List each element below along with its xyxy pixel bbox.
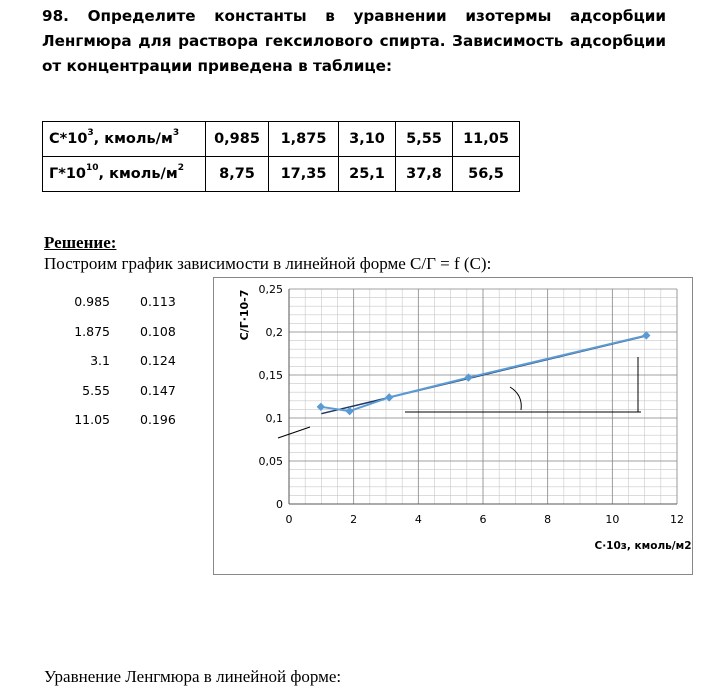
table-cell: 5,55 bbox=[396, 122, 453, 157]
x-tick-label: 12 bbox=[670, 513, 684, 526]
x-tick-label: 2 bbox=[350, 513, 358, 526]
x-tick-label: 8 bbox=[544, 513, 552, 526]
calc-c-value: 1.875 bbox=[74, 323, 110, 339]
x-axis-label: С·10з, кмоль/м2 bbox=[594, 540, 692, 552]
table-row-adsorption bbox=[43, 157, 520, 192]
row-header-concentration: $С*10^3$, кмоль/$м^3$ bbox=[43, 122, 206, 157]
table-cell: 17,35 bbox=[269, 157, 339, 192]
x-tick-label: 0 bbox=[285, 513, 293, 526]
calc-ratio-value: 0.124 bbox=[140, 353, 176, 368]
table-cell: 56,5 bbox=[453, 157, 520, 192]
table-row-concentration bbox=[43, 122, 520, 157]
table-cell: 8,75 bbox=[206, 157, 269, 192]
task-number: 98. bbox=[42, 7, 69, 25]
table-cell: 3,10 bbox=[339, 122, 396, 157]
table-cell: 37,8 bbox=[396, 157, 453, 192]
y-tick-label: 0,05 bbox=[258, 455, 283, 468]
y-axis-label: С/Г·10-7 bbox=[238, 289, 251, 341]
x-tick-label: 4 bbox=[414, 513, 422, 526]
calc-c-value: 3.1 bbox=[90, 353, 110, 368]
solution-text: Построим график зависимости в линейной форме С/Г = f (С): bbox=[44, 254, 492, 273]
footer-text: Уравнение Ленгмюра в линейной форме: bbox=[44, 667, 342, 686]
y-tick-label: 0,2 bbox=[265, 326, 283, 339]
langmuir-chart bbox=[213, 277, 693, 575]
table-cell: 25,1 bbox=[339, 157, 396, 192]
y-tick-label: 0,25 bbox=[258, 283, 283, 296]
table-cell: 0,985 bbox=[206, 122, 269, 157]
calc-c-value: 11.05 bbox=[74, 412, 110, 427]
solution-title: Решение: bbox=[44, 233, 117, 252]
table-cell: 1,875 bbox=[269, 122, 339, 157]
y-tick-label: 0,15 bbox=[258, 369, 283, 382]
data-table bbox=[42, 121, 520, 192]
table-cell: 11,05 bbox=[453, 122, 520, 157]
task-statement bbox=[42, 4, 666, 79]
task-text: Определите константы в уравнении изотермы адсорбции Ленгмюра для раствора гексилового спирта. Зависимость адсорбции от концентрации приведена в таблице: bbox=[42, 7, 666, 75]
y-tick-label: 0,1 bbox=[265, 412, 283, 425]
x-tick-label: 6 bbox=[479, 513, 487, 526]
calc-ratio-value: 0.196 bbox=[140, 412, 176, 427]
calc-ratio-value: 0.108 bbox=[140, 323, 176, 339]
calc-c-value: 5.55 bbox=[82, 382, 110, 398]
x-tick-label: 10 bbox=[605, 513, 620, 526]
y-tick-label: 0 bbox=[276, 498, 283, 511]
calc-ratio-value: 0.147 bbox=[140, 382, 176, 398]
row-header-adsorption: $Г*10^{10}$, кмоль/$м^2$ bbox=[43, 157, 206, 192]
chart-frame bbox=[214, 278, 693, 575]
calc-c-value: 0.985 bbox=[74, 294, 110, 309]
calc-ratio-value: 0.113 bbox=[140, 294, 176, 309]
